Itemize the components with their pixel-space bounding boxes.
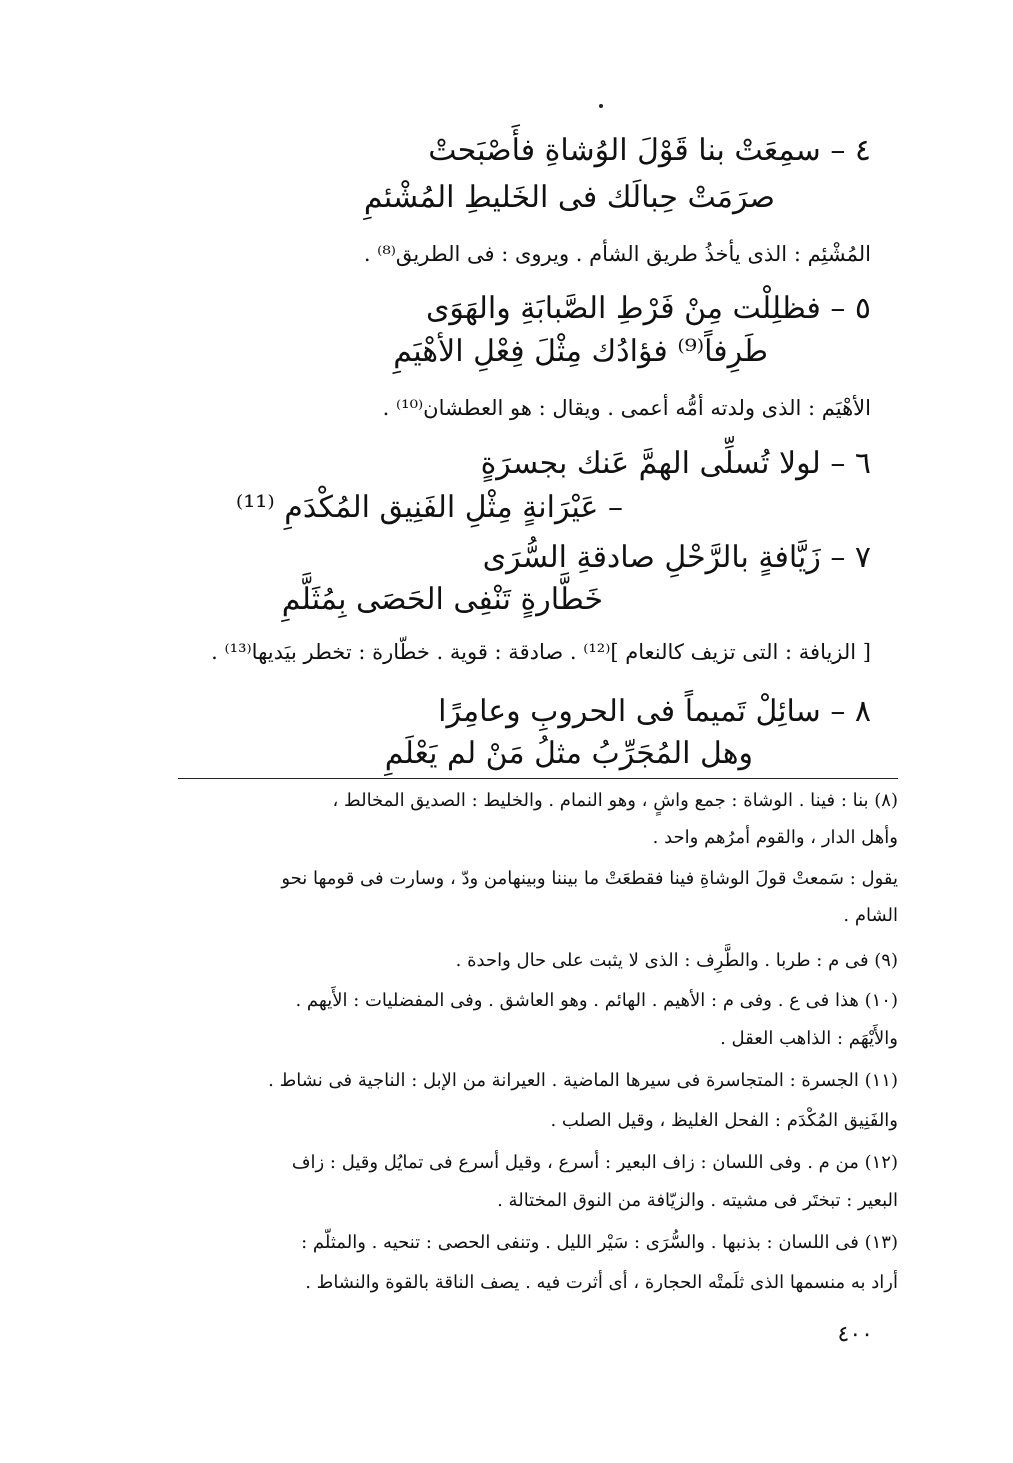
verse-4-second-hemistich: صرَمَتْ حِبالَك فى الخَليطِ المُشْئمِ <box>363 180 775 215</box>
gloss-ahyam: الأهْيَم : الذى ولدته أمُّه أعمى . ويقال : هو العطشان⁽¹⁰⁾ . <box>382 396 871 420</box>
verse-8-first-hemistich: ٨ – سائِلْ تَميماً فى الحروبِ وعامِرًا <box>438 694 871 729</box>
gloss-mushim: المُشْئِم : الذى يأخذُ طريق الشأم . ويروى : فى الطريق⁽⁸⁾ . <box>363 242 871 266</box>
verse-8-second-hemistich: وهل المُجَرِّبُ مثلُ مَنْ لم يَعْلَمِ <box>384 736 753 771</box>
footnote-11: (١١) الجسرة : المتجاسرة فى سيرها الماضية . العيرانة من الإبل : الناجية فى نشاط . <box>268 1070 898 1091</box>
footnote-12: (١٢) من م . وفى اللسان : زاف البعير : أسرع ، وقيل أسرع فى تمايُل وقيل : زاف <box>291 1152 898 1173</box>
verse-6-first-hemistich: ٦ – لولا تُسلِّى الهمَّ عَنك بجسرَةٍ <box>480 446 871 481</box>
top-dot <box>599 104 603 108</box>
footnote-10: (١٠) هذا فى ع . وفى م : الأهيم . الهائم . وهو العاشق . وفى المفضليات : الأَيهم . <box>295 990 898 1011</box>
footnote-12-cont-1: البعير : تبختَر فى مشيته . والزيّافة من النوق المختالة . <box>497 1190 898 1211</box>
page-number: ٤٠٠ <box>837 1322 873 1347</box>
footnote-9: (٩) فى م : طربا . والطَّرِف : الذى لا يثبت على حال واحدة . <box>455 950 898 971</box>
footnote-13: (١٣) فى اللسان : بذنبها . والسُّرَى : سَيْر الليل . وتنفى الحصى : تنحيه . والمثلّم : <box>301 1232 898 1253</box>
verse-7-second-hemistich: خَطَّارةٍ تَنْفِى الحَصَى بِمُثَلَّمِ <box>281 582 603 617</box>
verse-4-first-hemistich: ٤ – سمِعَتْ بنا قَوْلَ الوُشاةِ فأَصْبَحتْ <box>428 133 871 168</box>
verse-5-second-hemistich: طَرِفاً⁽⁹⁾ فؤادُك مِثْلَ فِعْلِ الأهْيَمِ <box>393 334 768 369</box>
verse-6-second-hemistich: – عَيْرَانةٍ مِثْلِ الفَنِيق المُكْدَمِ ⁽¹¹⁾ <box>235 490 623 525</box>
footnote-11-cont-1: والفَنِيق المُكْدَم : الفحل الغليظ ، وقيل الصلب . <box>550 1110 898 1131</box>
footnote-10-cont-1: والأَيْهَم : الذاهب العقل . <box>720 1028 898 1049</box>
footnote-8-cont-2: يقول : سَمعتْ قولَ الوشاةِ فينا فقطعَتْ ما بيننا وبينهامن ودّ ، وسارت فى قومها نحو <box>281 868 898 889</box>
verse-7-first-hemistich: ٧ – زَيَّافةٍ بالرَّحْلِ صادقةِ السُّرَى <box>482 540 871 575</box>
gloss-zayyafa: [ الزيافة : التى تزيف كالنعام ]⁽¹²⁾ . صادقة : قوية . خطّارة : تخطر بيَديها⁽¹³⁾ . <box>211 640 871 664</box>
footnote-13-cont-1: أراد به منسمها الذى ثلَمتْه الحجارة ، أى أثرت فيه . يصف الناقة بالقوة والنشاط . <box>305 1272 898 1293</box>
footnote-8: (٨) بنا : فينا . الوشاة : جمع واشٍ ، وهو النمام . والخليط : الصديق المخالط ، <box>332 790 898 811</box>
footnote-8-cont-1: وأهل الدار ، والقوم أمرُهم واحد . <box>652 827 898 848</box>
footnote-8-cont-3: الشام . <box>843 905 898 926</box>
footnote-divider <box>178 778 898 779</box>
verse-5-first-hemistich: ٥ – فظلِلْت مِنْ فَرْطِ الصَّبابَةِ والهَوَى <box>425 291 871 326</box>
